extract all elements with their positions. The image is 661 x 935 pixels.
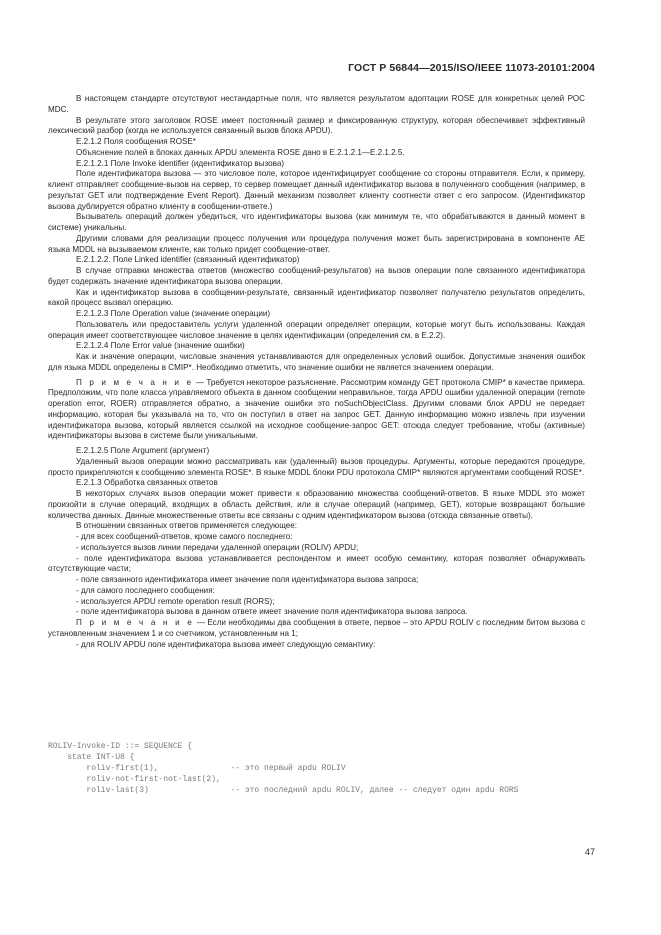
note-label: П р и м е ч а н и е — [76, 618, 195, 627]
code-line: ROLIV-Invoke-ID ::= SEQUENCE { — [48, 742, 193, 751]
paragraph — [48, 341, 585, 352]
paragraph — [48, 446, 585, 457]
paragraph — [48, 94, 585, 116]
paragraph — [48, 543, 585, 554]
paragraph-text: E.2.1.2 Поля сообщения ROSE* — [76, 137, 196, 146]
paragraph — [48, 478, 585, 489]
paragraph — [48, 532, 585, 543]
paragraph — [48, 159, 585, 170]
paragraph-text: В некоторых случаях вызов операции может привести к образованию множества сообщений-ответов. В языке MDDL это может произойти в случае операций, входящих в область действия, или в случае операций (например, GET), которые возвращают большие количества данных. Данные множественные ответы все связаны с одним идентификатором вызова (отсюда связанные ответы). — [48, 489, 585, 520]
paragraph — [48, 266, 585, 288]
code-line: roliv-not-first-not-last(2), — [48, 774, 221, 784]
paragraph — [48, 169, 585, 212]
paragraph — [48, 489, 585, 521]
paragraph — [48, 554, 585, 576]
code-line: roliv-last(3) -- это последний apdu ROLIV, далее -- следует один apdu RORS — [48, 785, 519, 795]
paragraph-text: Как и значение операции, числовые значения устанавливаются для определенных условий ошибок. Допустимые значения ошибок для языка MDDL определены в CMIP*. Необходимо отметить, что значение ошибки не является значением операции. — [48, 352, 585, 372]
paragraph-text: Другими словами для реализации процесс получения или процедура получения может быть зарегистрирована в компоненте АЕ языка MDDL на вызываемом клиенте, как только придет сообщение-ответ. — [48, 233, 585, 254]
page-number: 47 — [584, 847, 595, 857]
paragraph-text: Как и идентификатор вызова в сообщении-результате, связанный идентификатор позволяет получателю результатов определить, какой процесс вызвал операцию. — [48, 287, 585, 308]
paragraph — [48, 586, 585, 597]
paragraph — [48, 288, 585, 310]
paragraph — [48, 148, 585, 159]
paragraph-text: - поле связанного идентификатора имеет значение поля идентификатора вызова запроса; — [76, 575, 419, 584]
code-line: state INT-U8 { — [48, 752, 135, 762]
paragraph — [48, 116, 585, 138]
paragraph-text: - для самого последнего сообщения: — [76, 585, 215, 595]
note-paragraph — [48, 618, 585, 640]
paragraph — [48, 137, 585, 148]
paragraph-text: - используется APDU remote operation result (RORS); — [76, 596, 275, 606]
paragraph-text: E.2.1.2.2. Поле Linked identifier (связанный идентификатор) — [76, 255, 300, 265]
paragraph — [48, 640, 585, 651]
paragraph-text: В результате этого заголовок ROSE имеет постоянный размер и фиксированную структуру, которая обеспечивает эффективный лексический разбор (когда не используется связанный вызов блока APDU). — [48, 115, 585, 136]
paragraph — [48, 597, 585, 608]
paragraph — [48, 352, 585, 374]
paragraph-text: Пользователь или предоставитель услуги удаленной операции определяет операции, которые могут быть использованы. Каждая операция имеет соответствующее числовое значение в целях идентификации (определения см. в E.2.2). — [48, 319, 585, 340]
paragraph — [48, 309, 585, 320]
document-header: ГОСТ Р 56844—2015/ISO/IEEE 11073-20101:2004 — [348, 62, 595, 74]
paragraph-text: - поле идентификатора вызова устанавливается респондентом и имеет особую семантику, которая позволяет обнаруживать отсутствующие части; — [48, 553, 585, 574]
paragraph-text: - используется вызов линии передачи удаленной операции (ROLIV) APDU; — [76, 542, 359, 552]
paragraph — [48, 320, 585, 342]
paragraph-text: В случае отправки множества ответов (множество сообщений-результатов) на вызов операции поле связанного идентификатора будет содержать значение идентификатора вызова операции. — [48, 266, 585, 286]
paragraph — [48, 255, 585, 266]
paragraph-text: E.2.1.2.3 Поле Operation value (значение операции) — [76, 309, 271, 318]
note-paragraph — [48, 378, 585, 443]
code-line: roliv-first(1), -- это первый apdu ROLIV — [48, 763, 346, 773]
paragraph-text: E.2.1.2.5 Поле Argument (аргумент) — [76, 446, 210, 455]
paragraph-text: - для ROLIV APDU поле идентификатора вызова имеет следующую семантику: — [76, 639, 376, 649]
code-block — [48, 742, 588, 796]
paragraph — [48, 457, 585, 479]
paragraph-text: E.2.1.2.1 Поле Invoke identifier (идентификатор вызова) — [76, 158, 285, 168]
paragraph-text: Удаленный вызов операции можно рассматривать как (удаленный) вызов процедуры. Аргументы, которые передаются процедуре, просто прикрепляются к сообщению элемента ROSE*. В языке MDDL блоки PDU протокола CMIP* являются аргументами сообщений ROSE*. — [48, 456, 585, 477]
paragraph-text: — Требуется некоторое разъяснение. Рассмотрим команду GET протокола CMIP* в качестве примера. Предположим, что поле класса управляемого объекта в данном сообщении неправильное, тогда APDU ошибки удаленной операции (remote operation error, ROER) отправляется обратно, а значение ошибки это noSuchObjectClass. Другими словами блок APDU не передает информацию, которая бы указывала на то, что он поступил в ответ на запрос GET. Данную информацию можно извлечь при изучении идентификатора вызова, который является ссылкой на исходное сообщение-запрос GET: отсюда следует требование, чтобы (активные) идентификаторы вызова в системе были уникальными. — [48, 377, 585, 441]
paragraph — [48, 575, 585, 586]
paragraph — [48, 234, 585, 256]
paragraph-text: E.2.1.3 Обработка связанных ответов — [76, 478, 218, 488]
paragraph-text: - для всех сообщений-ответов, кроме самого последнего: — [76, 532, 293, 541]
paragraph-text: Вызыватель операций должен убедиться, что идентификаторы вызова (как минимум те, что обрабатываются в данный момент в системе) уникальны. — [48, 212, 585, 232]
paragraph-text: E.2.1.2.4 Поле Error value (значение ошибки) — [76, 341, 245, 351]
paragraph-text: Объяснение полей в блоках данных APDU элемента ROSE дано в E.2.1.2.1—E.2.1.2.5. — [76, 147, 405, 157]
paragraph-text: — Если необходимы два сообщения в ответе, первое – это APDU ROLIV с последним битом вызова с установленным значением 1 и со счетчиком, установленным на 1; — [48, 618, 585, 638]
paragraph-text: В отношении связанных ответов применяется следующее: — [76, 521, 298, 531]
note-label: П р и м е ч а н и е — [76, 377, 194, 387]
paragraph — [48, 607, 585, 618]
paragraph — [48, 521, 585, 532]
paragraph-text: Поле идентификатора вызова — это числовое поле, которое идентифицирует сообщение со стороны отправителя. Если, к примеру, клиент отправляет сообщение-вызов на сервер, то сервер помещает данный идентификатор вызова в полученного сообщения (например, в результат GET или подтверждение Event Report). Данный механизм позволяет клиенту соотнести ответ с его запросом. (Идентификатор вызова дублируется обратно клиенту в сообщении-ответе.) — [48, 169, 585, 211]
paragraph — [48, 212, 585, 234]
paragraph-text: - поле идентификатора вызова в данном ответе имеет значение поля идентификатора вызова запроса. — [76, 607, 468, 617]
paragraph-text: В настоящем стандарте отсутствуют нестандартные поля, что является результатом адоптации ROSE для конкретных целей РОС MDC. — [48, 94, 585, 114]
body-text — [48, 94, 585, 650]
